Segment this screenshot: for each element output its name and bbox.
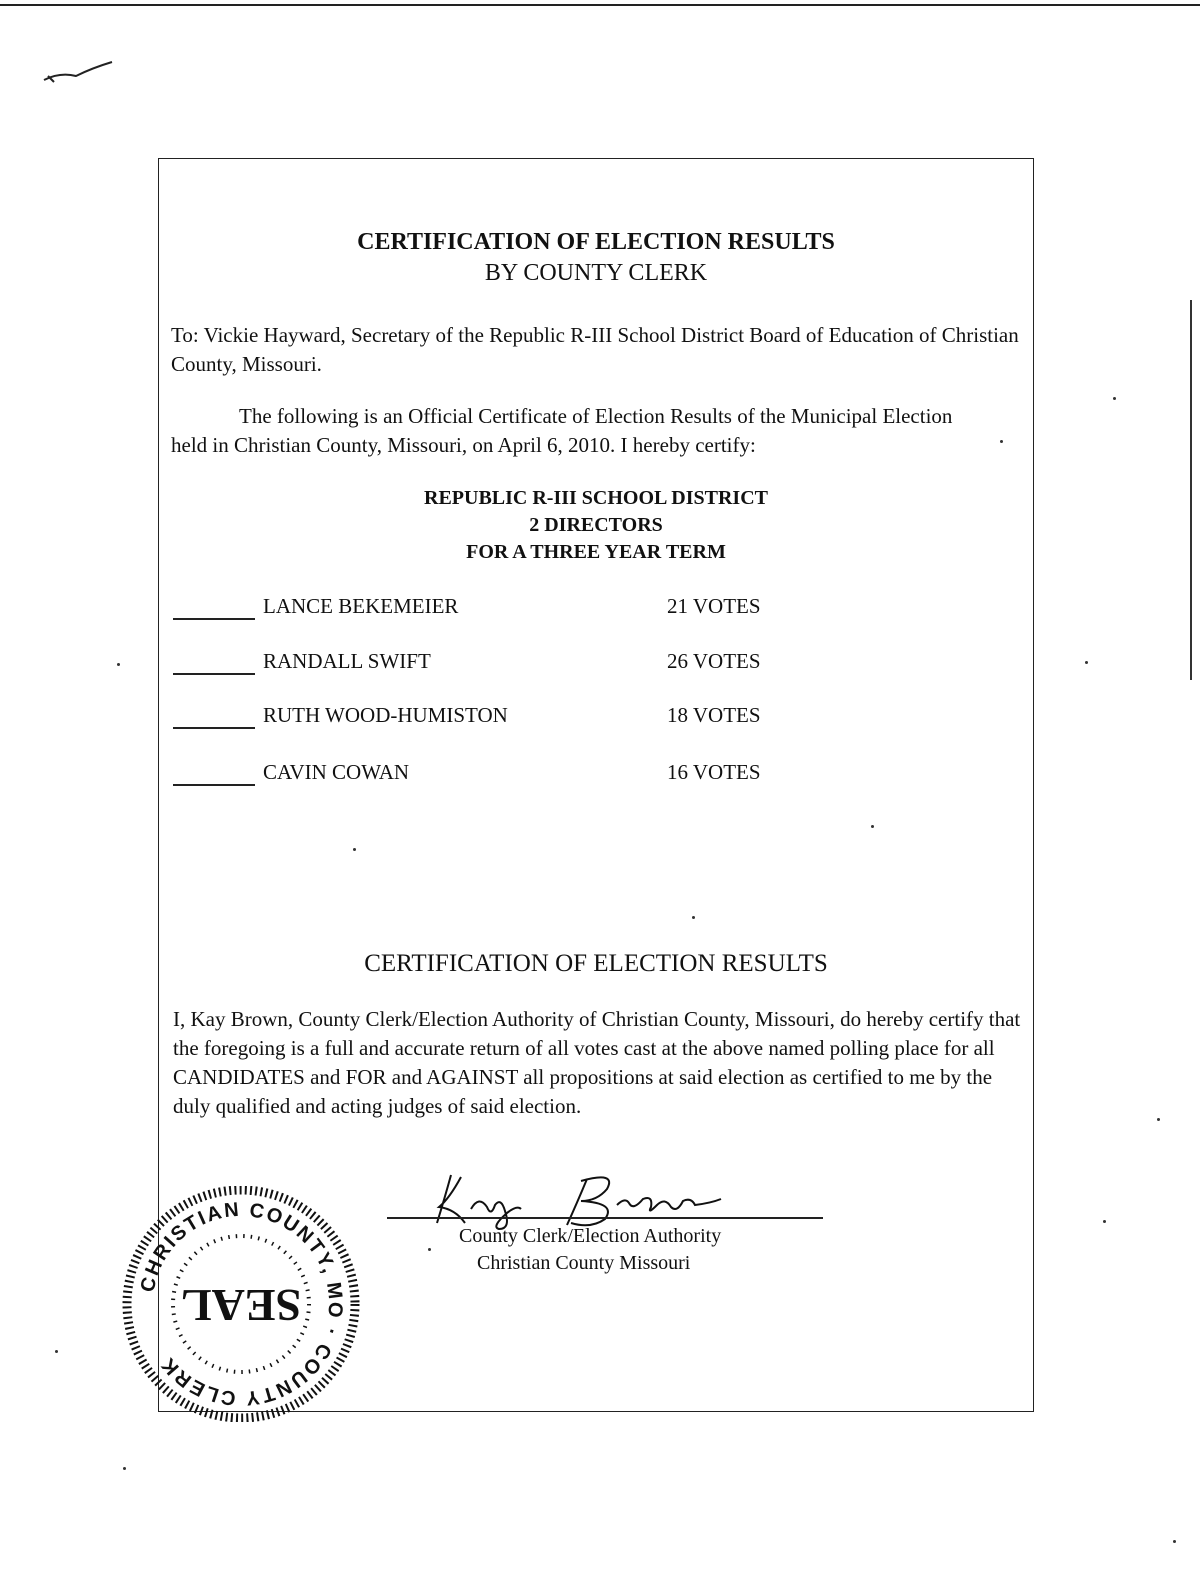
scan-speck bbox=[55, 1350, 58, 1353]
scan-edge-right bbox=[1190, 300, 1192, 680]
scan-speck bbox=[1085, 661, 1088, 664]
intro-paragraph: The following is an Official Certificate of Election Results of the Municipal Election held in Christian County, Missouri, on April 6, 2010. I hereby certify: bbox=[171, 404, 953, 457]
certification-heading: CERTIFICATION OF ELECTION RESULTS bbox=[364, 950, 828, 977]
scan-speck bbox=[1103, 1220, 1106, 1223]
candidate-row bbox=[173, 703, 793, 733]
candidate-name: LANCE BEKEMEIER bbox=[263, 594, 459, 618]
scan-speck bbox=[1000, 440, 1003, 443]
handwritten-signature bbox=[421, 1167, 741, 1231]
scan-speck bbox=[692, 916, 695, 919]
addressee-paragraph: To: Vickie Hayward, Secretary of the Republic R-III School District Board of Education of Christian County, Missouri. bbox=[171, 323, 1019, 376]
candidate-name: RUTH WOOD-HUMISTON bbox=[263, 703, 508, 727]
candidate-row bbox=[173, 594, 793, 624]
signature-county: Christian County Missouri bbox=[477, 1252, 691, 1274]
candidate-check-blank bbox=[173, 673, 255, 675]
race-heading-line3: FOR A THREE YEAR TERM bbox=[466, 541, 726, 563]
stray-pen-mark bbox=[40, 54, 120, 84]
certificate-title: CERTIFICATION OF ELECTION RESULTS bbox=[357, 229, 835, 255]
certificate-subtitle: BY COUNTY CLERK bbox=[484, 260, 708, 286]
candidate-row bbox=[173, 760, 793, 790]
scan-speck bbox=[123, 1467, 126, 1470]
seal-ring-text: CHRISTIAN COUNTY, MO · COUNTY CLERK bbox=[136, 1198, 347, 1410]
candidate-check-blank bbox=[173, 784, 255, 786]
seal-center-text: SEAL bbox=[180, 1280, 302, 1331]
candidate-votes: 16 VOTES bbox=[667, 760, 761, 784]
scan-speck bbox=[353, 848, 356, 851]
candidate-votes: 18 VOTES bbox=[667, 703, 761, 727]
signature-line bbox=[387, 1217, 823, 1219]
scan-speck bbox=[1157, 1118, 1160, 1121]
candidate-check-blank bbox=[173, 618, 255, 620]
scan-speck bbox=[1113, 397, 1116, 400]
candidate-name: CAVIN COWAN bbox=[263, 760, 410, 784]
candidate-votes: 21 VOTES bbox=[667, 594, 761, 618]
candidate-votes: 26 VOTES bbox=[667, 649, 761, 673]
certification-body: I, Kay Brown, County Clerk/Election Authority of Christian County, Missouri, do hereby certify that the foregoing is a full and accurate return of all votes cast at the above named polling place for all CANDIDATES and FOR and AGAINST all propositions at said election as certified to me by the duly qualified and acting judges of said election. bbox=[173, 1007, 1021, 1118]
scan-speck bbox=[1173, 1540, 1176, 1543]
signature-title: County Clerk/Election Authority bbox=[459, 1225, 722, 1247]
race-heading-line2: 2 DIRECTORS bbox=[529, 514, 663, 536]
scan-edge-top bbox=[0, 4, 1200, 6]
candidate-row bbox=[173, 649, 793, 679]
scan-speck bbox=[871, 825, 874, 828]
candidate-name: RANDALL SWIFT bbox=[263, 649, 431, 673]
scan-speck bbox=[428, 1248, 431, 1251]
candidate-check-blank bbox=[173, 727, 255, 729]
scan-speck bbox=[117, 663, 120, 666]
race-heading-line1: REPUBLIC R-III SCHOOL DISTRICT bbox=[424, 487, 768, 509]
county-clerk-seal bbox=[116, 1186, 366, 1422]
